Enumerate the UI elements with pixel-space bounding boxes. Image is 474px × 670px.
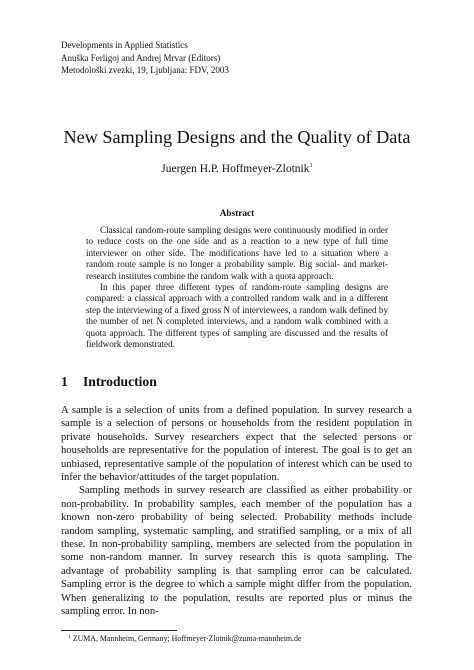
header-editors-line: Anuška Ferligoj and Andrej Mrvar (Editors) [61, 52, 221, 63]
footnote-text: ZUMA, Mannheim, Germany; Hoffmeyer-Zlotnik@zuma-mannheim.de [72, 634, 302, 643]
publication-header [61, 39, 229, 77]
section-title: Introduction [83, 374, 157, 389]
body-paragraph-1: A sample is a selection of units from a defined population. In survey research a sample is a selection of persons or households from the resident population in private households. Survey researchers expect that the selected persons or households are representative for the population of interest. The goal is to get an unbiased, representative sample of the population of interest which can be used to infer the behavior/attitudes of the target population. [61, 405, 412, 484]
abstract-paragraph-1: Classical random-route sampling designs were continuously modified in order to reduce costs on the one side and as a reaction to a new type of full time interviewer on other side. The modifications have led to a situation where a random route sample is no longer a probability sample. Big social- and market-research institutes combine the random walk with a quota approach. [86, 225, 388, 281]
section-body [61, 404, 412, 619]
header-journal-line: Metodološki zvezki, 19, Ljubljana: FDV, 2003 [61, 65, 229, 75]
author-footnote-mark[interactable]: 1 [309, 162, 313, 169]
abstract-body [86, 225, 388, 350]
abstract-paragraph-2: In this paper three different types of random-route sampling designs are compared: a classical approach with a controlled random walk and in a different step the interviewing of a fixed gross N of interviewees, a random walk defined by the number of net N completed interviews, and a random walk combined with a quota approach. The different types of sampling are discussed and the results of fieldwork demonstrated. [86, 282, 388, 350]
author-name: Juergen H.P. Hoffmeyer-Zlotnik [161, 163, 310, 175]
header-series-line: Developments in Applied Statistics [61, 40, 188, 50]
abstract-heading: Abstract [219, 209, 255, 219]
footnote [68, 634, 301, 643]
author-line [0, 162, 474, 175]
footnote-rule [61, 630, 177, 631]
section-number: 1 [61, 374, 68, 389]
body-paragraph-2: Sampling methods in survey research are classified as either probability or non-probability. In probability samples, each member of the population has a known non-zero probability of being selected. Probability methods include random sampling, systematic sampling, and stratified sampling, or a mix of all these. In non-probability sampling, members are selected from the population in some non-random manner. In survey research this is quota sampling. The advantage of probability sampling is that sampling error can be calculated. Sampling error is the degree to which a sample might differ from the population. When generalizing to the population, results are reported plus or minus the sampling error. In non- [61, 485, 412, 618]
paper-title: New Sampling Designs and the Quality of Data [63, 127, 411, 147]
footnote-mark: 1 [68, 634, 71, 640]
section-heading [61, 374, 157, 390]
